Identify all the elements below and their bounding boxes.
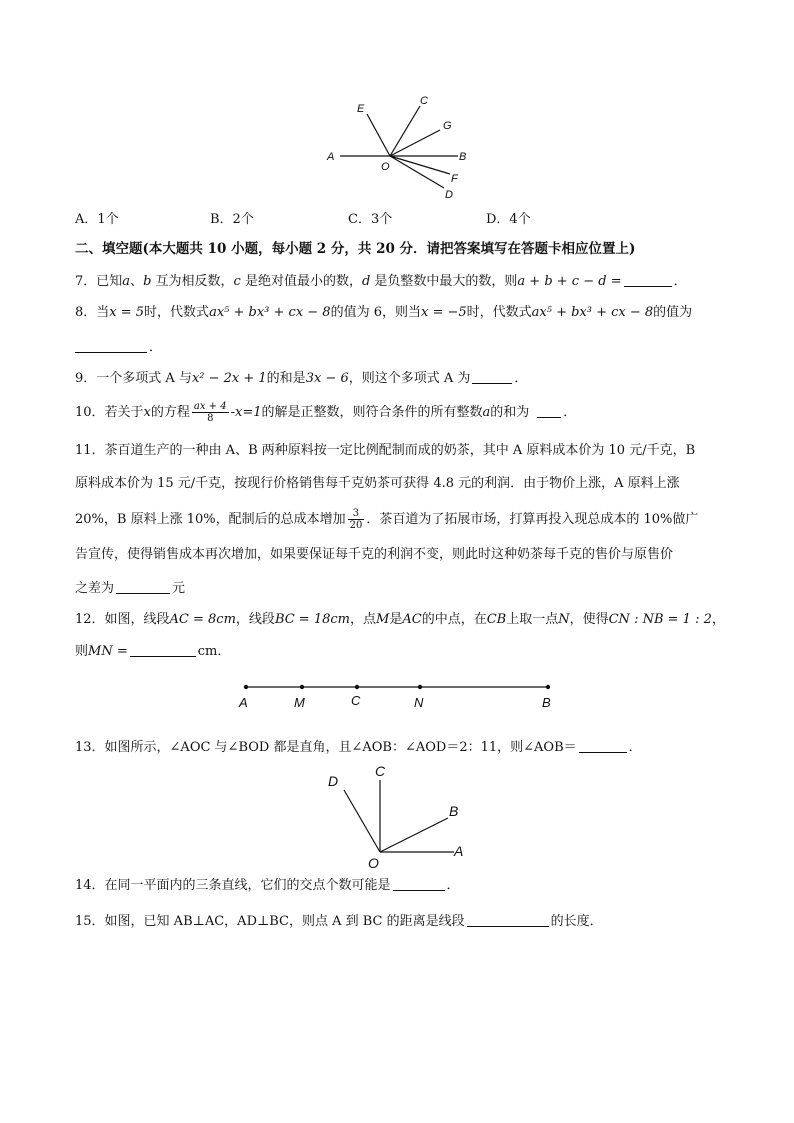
q13-text: 13．如图所示，∠AOC 与∠BOD 都是直角，且∠AOB：∠AOD＝2：11，则∠AOB＝ — [75, 740, 577, 755]
label-b: B — [449, 803, 459, 819]
label-b: B — [542, 695, 551, 710]
ray-od — [344, 790, 380, 852]
q8-text: 8．当 — [75, 305, 110, 320]
point-m — [300, 685, 304, 689]
q10-equation-rest: -x=1 — [230, 405, 262, 420]
question-11-line2: 原料成本价为 15 元/千克，按现行价格销售每千克奶茶可获得 4.8 元的利润．由于物价上涨，A 原料上涨 — [75, 476, 680, 491]
q12-text: ，点 — [350, 612, 377, 627]
ray-oe — [367, 114, 390, 156]
q8-text: 时，代数式 — [144, 305, 210, 320]
label-e: E — [357, 103, 365, 115]
q7-var-a: a — [122, 274, 131, 289]
q9-text: 9．一个多项式 A 与 — [75, 371, 192, 386]
q11-answer-blank[interactable] — [116, 579, 170, 594]
q12-text: ，使得 — [569, 612, 609, 627]
q10-text: 的解是正整数，则符合条件的所有整数 — [261, 405, 483, 420]
question-10 — [75, 396, 576, 430]
q15-end: 的长度． — [550, 914, 603, 929]
point-c — [355, 685, 359, 689]
question-11-line5 — [75, 579, 185, 598]
q9-end: ． — [514, 371, 528, 386]
q12-ratio: CN : NB = 1 : 2 — [608, 612, 712, 627]
question-7 — [75, 272, 687, 291]
q8-x-value: x = 5 — [109, 305, 145, 320]
q9-answer-blank[interactable] — [472, 369, 512, 384]
q10-text: 的和为 — [490, 405, 530, 420]
q7-text: 是绝对值最小的数， — [240, 274, 362, 289]
option-b: B．2个 — [210, 212, 254, 227]
q10-end: ． — [563, 405, 577, 420]
question-11-line3 — [75, 505, 698, 535]
label-d: D — [328, 773, 339, 789]
q8-text: 的值为 6，则当 — [330, 305, 421, 320]
question-15 — [75, 912, 603, 931]
option-c: C．3个 — [348, 212, 393, 227]
label-c: C — [420, 95, 428, 107]
q8-polynomial: ax⁵ + bx³ + cx − 8 — [531, 305, 654, 320]
q7-text: 是负整数中最大的数，则 — [370, 274, 518, 289]
q12-m: M — [376, 612, 390, 627]
label-b: B — [459, 151, 467, 163]
q12-mn: MN = — [88, 644, 128, 659]
q7-var-c: c — [233, 274, 241, 289]
label-g: G — [443, 120, 452, 132]
ray-od — [390, 156, 444, 188]
q9-polynomial: 3x − 6 — [305, 371, 349, 386]
segment-figure — [230, 677, 564, 713]
section-title: 二、填空题(本大题共 10 小题，每小题 2 分，共 20 分．请把答案填写在答题卡相应位置上) — [75, 241, 636, 257]
q12-text: 12．如图，线段 — [75, 612, 170, 627]
q12-cb: CB — [486, 612, 507, 627]
question-11-line4: 告宣传，使得销售成本再次增加，如果要保证每千克的利润不变，则此时这种奶茶每千克的售价与原售价 — [75, 547, 674, 562]
q8-end: ． — [149, 340, 163, 355]
question-8-line2 — [75, 338, 162, 357]
q12-text: 上取一点 — [506, 612, 559, 627]
question-12-line1 — [75, 611, 725, 629]
question-8-line1 — [75, 304, 692, 322]
q11-text: 元 — [172, 581, 186, 596]
q12-text: 则 — [75, 644, 89, 659]
label-m: M — [294, 695, 305, 710]
q14-text: 14．在同一平面内的三条直线，它们的交点个数可能是 — [75, 878, 391, 893]
q11-denominator: 20 — [349, 520, 363, 531]
q14-end: ． — [446, 878, 460, 893]
ray-of — [390, 156, 450, 174]
q15-answer-blank[interactable] — [467, 912, 549, 927]
question-11-line1: 11．茶百道生产的一种由 A、B 两种原料按一定比例配制而成的奶茶，其中 A 原料成本价为 10 元/千克，B — [75, 443, 696, 458]
q12-text: cm． — [197, 644, 231, 659]
q10-denominator: 8 — [207, 413, 214, 424]
q10-answer-blank[interactable] — [537, 403, 561, 418]
label-c: C — [375, 763, 386, 779]
q12-ac: AC — [402, 612, 422, 627]
point-a — [244, 685, 248, 689]
q12-text: ， — [711, 612, 725, 627]
q12-text: ，线段 — [235, 612, 275, 627]
label-c: C — [351, 693, 361, 708]
q11-text: 之差为 — [75, 581, 115, 596]
point-b — [546, 685, 550, 689]
question-12-line2 — [75, 642, 230, 661]
option-a: A．1个 — [75, 212, 119, 227]
q7-expression: a + b + c − d = — [517, 274, 622, 289]
q9-text: 的和是 — [266, 371, 306, 386]
q8-x-value: x = −5 — [420, 305, 467, 320]
q10-fraction — [192, 401, 229, 424]
q10-text: 10．若关于 — [75, 405, 144, 420]
q11-fraction — [348, 508, 365, 531]
question-9 — [75, 369, 527, 388]
point-n — [418, 685, 422, 689]
q14-answer-blank[interactable] — [393, 876, 445, 891]
question-14 — [75, 876, 460, 895]
q12-text: 的中点，在 — [421, 612, 487, 627]
q12-ac: AC = 8cm — [169, 612, 236, 627]
label-a: A — [327, 151, 335, 163]
option-d: D．4个 — [486, 212, 531, 227]
q9-text: ，则这个多项式 A 为 — [348, 371, 471, 386]
right-angles-figure — [322, 758, 472, 870]
q12-text: 是 — [389, 612, 403, 627]
label-a: A — [239, 695, 248, 710]
q12-answer-blank[interactable] — [130, 642, 196, 657]
label-n: N — [414, 695, 424, 710]
q10-var-x: x — [143, 405, 151, 420]
label-a: A — [454, 843, 464, 859]
q7-var-d: d — [361, 274, 371, 289]
q7-var-b: b — [143, 274, 152, 289]
q10-text: 的方程 — [150, 405, 190, 420]
q8-answer-blank[interactable] — [75, 338, 147, 353]
q7-text: 互为相反数， — [151, 274, 234, 289]
q13-end: ． — [628, 740, 642, 755]
label-o: O — [381, 161, 390, 173]
q12-n: N — [558, 612, 570, 627]
q15-text: 15．如图，已知 AB⊥AC，AD⊥BC，则点 A 到 BC 的距离是线段 — [75, 914, 465, 929]
label-f: F — [451, 173, 458, 185]
q7-answer-blank[interactable] — [624, 272, 672, 287]
q11-text: 20%，B 原料上涨 10%，配制后的总成本增加 — [75, 512, 346, 527]
ray-ob — [380, 818, 448, 852]
angle-rays-figure — [320, 92, 480, 204]
q13-answer-blank[interactable] — [579, 738, 627, 753]
q7-sep: 、 — [130, 274, 144, 289]
q7-text: 7．已知 — [75, 274, 123, 289]
q12-bc: BC = 18cm — [274, 612, 350, 627]
q10-var-a: a — [482, 405, 491, 420]
q8-text: 的值为 — [653, 305, 693, 320]
q11-numerator: 3 — [348, 508, 365, 520]
q10-numerator: ax + 4 — [193, 401, 227, 412]
question-13 — [75, 738, 642, 757]
q11-text: ．茶百道为了拓展市场，打算再投入现总成本的 10%做广 — [366, 512, 699, 527]
q9-polynomial: x² − 2x + 1 — [191, 371, 267, 386]
label-o: O — [368, 855, 379, 870]
label-d: D — [445, 189, 453, 201]
q8-text: 时，代数式 — [466, 305, 532, 320]
q7-end: ． — [673, 274, 687, 289]
q8-polynomial: ax⁵ + bx³ + cx − 8 — [209, 305, 331, 320]
